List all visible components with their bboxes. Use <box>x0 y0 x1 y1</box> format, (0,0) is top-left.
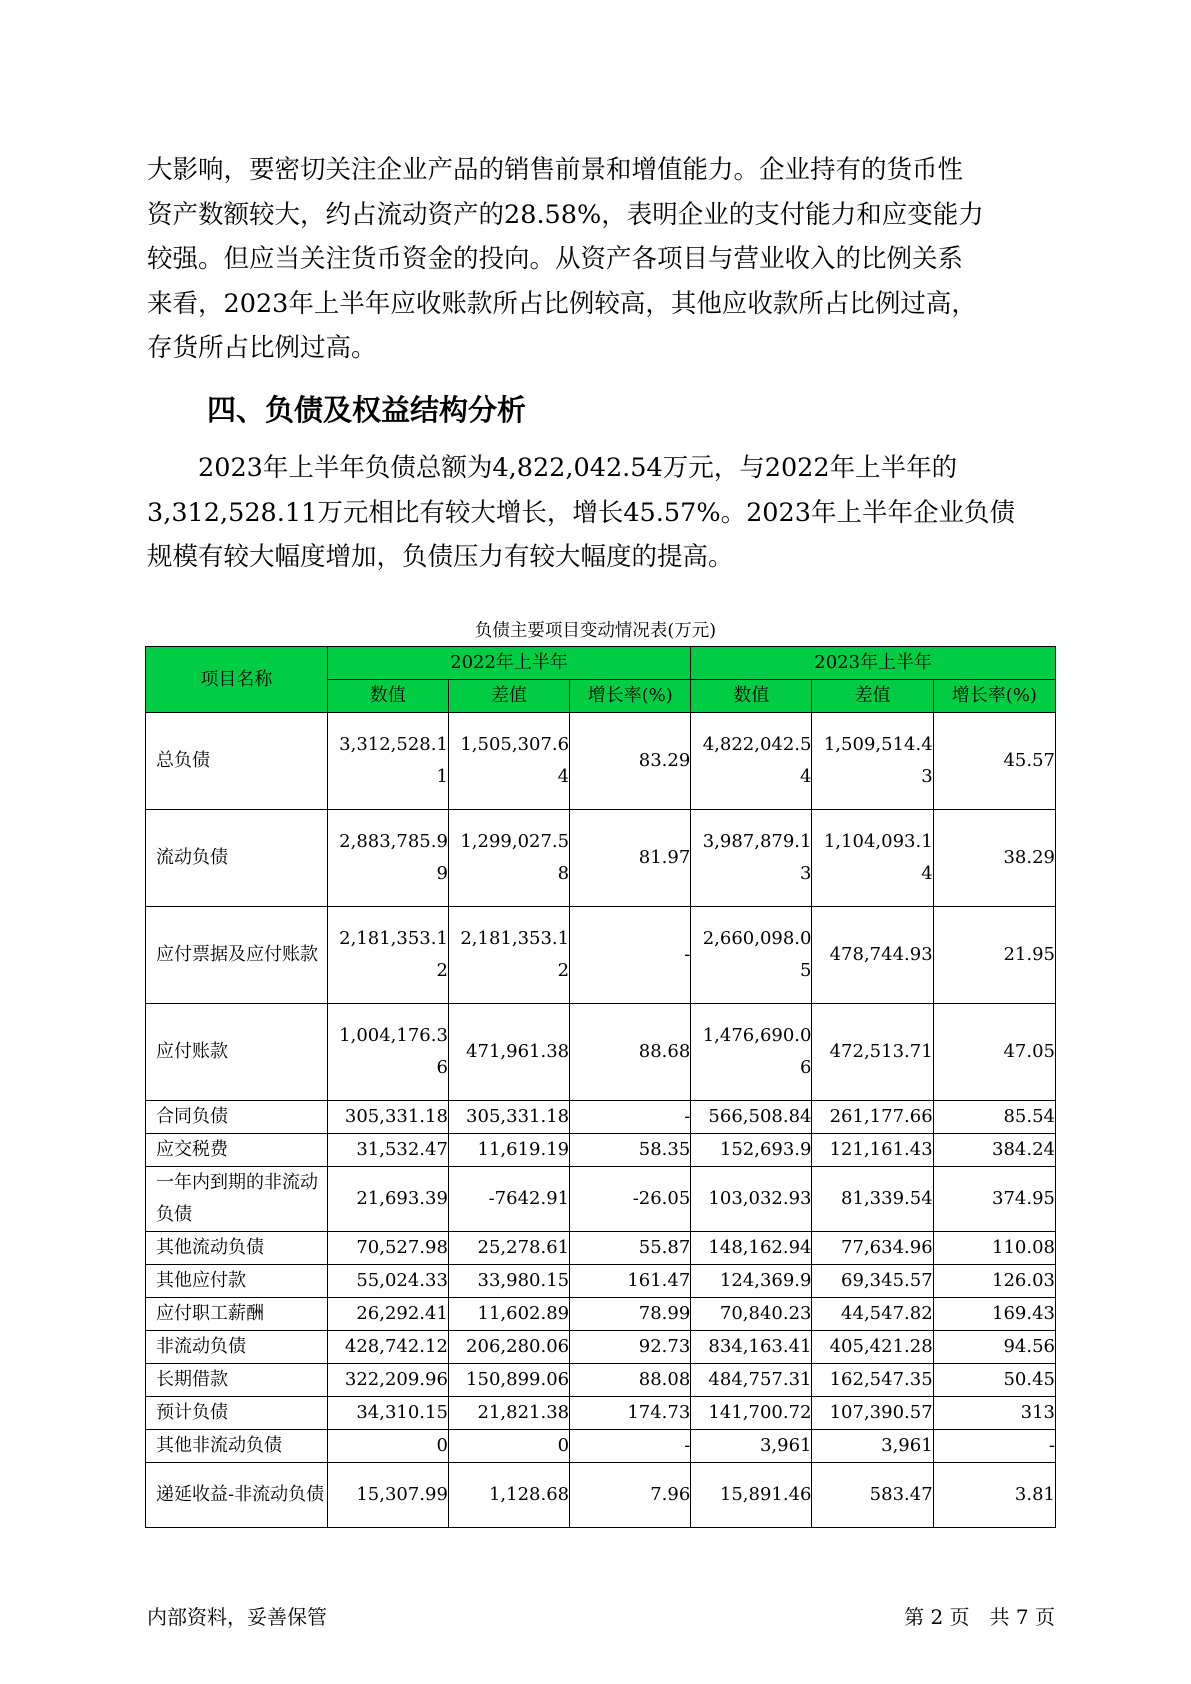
row-value-cell: 148,162.94 <box>691 1232 812 1265</box>
row-value-cell: 44,547.82 <box>812 1298 933 1331</box>
row-value-cell: 141,700.72 <box>691 1397 812 1430</box>
row-value-cell: 1,476,690.06 <box>691 1004 812 1101</box>
row-value-cell: 103,032.93 <box>691 1167 812 1232</box>
row-value-cell: 484,757.31 <box>691 1364 812 1397</box>
text-line: 存货所占比例过高。 <box>147 333 377 363</box>
table-row <box>146 1265 1056 1298</box>
row-item-name: 其他流动负债 <box>146 1232 328 1265</box>
row-value-cell: 471,961.38 <box>448 1004 569 1101</box>
table-row <box>146 1298 1056 1331</box>
table-row <box>146 1232 1056 1265</box>
text-line: 较强。但应当关注货币资金的投向。从资产各项目与营业收入的比例关系 <box>147 244 964 274</box>
row-value-cell: 55.87 <box>570 1232 691 1265</box>
row-value-cell: 1,128.68 <box>448 1463 569 1528</box>
text-line: 规模有较大幅度增加，负债压力有较大幅度的提高。 <box>147 542 734 572</box>
row-value-cell: 88.08 <box>570 1364 691 1397</box>
table-row <box>146 1331 1056 1364</box>
intro-paragraph <box>147 148 1047 371</box>
text-line: 资产数额较大，约占流动资产的28.58%，表明企业的支付能力和应变能力 <box>147 199 984 230</box>
row-value-cell: 566,508.84 <box>691 1101 812 1134</box>
row-value-cell: 121,161.43 <box>812 1134 933 1167</box>
header-growth-2023: 增长率(%) <box>933 680 1055 713</box>
table-caption: 负债主要项目变动情况表(万元) <box>474 621 717 641</box>
table-row <box>146 1134 1056 1167</box>
header-group-2023: 2023年上半年 <box>691 647 1056 680</box>
row-value-cell: 583.47 <box>812 1463 933 1528</box>
row-value-cell: - <box>570 907 691 1004</box>
footer-page-number: 第 2 页 共 7 页 <box>904 1605 1055 1629</box>
row-value-cell: 78.99 <box>570 1298 691 1331</box>
row-value-cell: -26.05 <box>570 1167 691 1232</box>
row-value-cell: - <box>933 1430 1055 1463</box>
row-value-cell: 169.43 <box>933 1298 1055 1331</box>
row-value-cell: 21.95 <box>933 907 1055 1004</box>
header-item-name: 项目名称 <box>146 647 328 713</box>
table-row <box>146 810 1056 907</box>
row-value-cell: 21,693.39 <box>327 1167 448 1232</box>
row-value-cell: 834,163.41 <box>691 1331 812 1364</box>
row-value-cell: 58.35 <box>570 1134 691 1167</box>
row-value-cell: 31,532.47 <box>327 1134 448 1167</box>
row-value-cell: 15,891.46 <box>691 1463 812 1528</box>
row-value-cell: 7.96 <box>570 1463 691 1528</box>
row-value-cell: 70,527.98 <box>327 1232 448 1265</box>
section-heading: 四、负债及权益结构分析 <box>207 393 527 427</box>
row-value-cell: 305,331.18 <box>448 1101 569 1134</box>
header-group-2022: 2022年上半年 <box>327 647 691 680</box>
row-value-cell: 374.95 <box>933 1167 1055 1232</box>
row-value-cell: 124,369.9 <box>691 1265 812 1298</box>
text-line: 3,312,528.11万元相比有较大增长，增长45.57%。2023年上半年企业负债 <box>147 497 1015 528</box>
row-value-cell: 206,280.06 <box>448 1331 569 1364</box>
row-value-cell: - <box>570 1101 691 1134</box>
row-value-cell: 161.47 <box>570 1265 691 1298</box>
row-value-cell: 478,744.93 <box>812 907 933 1004</box>
row-value-cell: 45.57 <box>933 713 1055 810</box>
row-value-cell: 2,883,785.99 <box>327 810 448 907</box>
row-value-cell: 94.56 <box>933 1331 1055 1364</box>
table-row <box>146 1397 1056 1430</box>
table-row <box>146 1004 1056 1101</box>
header-diff-2023: 差值 <box>812 680 933 713</box>
row-value-cell: 405,421.28 <box>812 1331 933 1364</box>
row-value-cell: 11,619.19 <box>448 1134 569 1167</box>
table-row <box>146 1364 1056 1397</box>
row-value-cell: 3,987,879.13 <box>691 810 812 907</box>
table-row <box>146 907 1056 1004</box>
row-value-cell: 11,602.89 <box>448 1298 569 1331</box>
header-value-2023: 数值 <box>691 680 812 713</box>
row-value-cell: 50.45 <box>933 1364 1055 1397</box>
row-value-cell: 21,821.38 <box>448 1397 569 1430</box>
row-value-cell: 1,004,176.36 <box>327 1004 448 1101</box>
row-value-cell: 77,634.96 <box>812 1232 933 1265</box>
row-value-cell: 15,307.99 <box>327 1463 448 1528</box>
row-item-name: 递延收益-非流动负债 <box>146 1463 328 1528</box>
row-value-cell: 0 <box>327 1430 448 1463</box>
row-value-cell: 1,505,307.64 <box>448 713 569 810</box>
table-row <box>146 1167 1056 1232</box>
row-item-name: 应付票据及应付账款 <box>146 907 328 1004</box>
row-item-name: 一年内到期的非流动负债 <box>146 1167 328 1232</box>
table-row <box>146 1101 1056 1134</box>
row-value-cell: 2,181,353.12 <box>327 907 448 1004</box>
row-value-cell: 152,693.9 <box>691 1134 812 1167</box>
row-item-name: 应付职工薪酬 <box>146 1298 328 1331</box>
row-value-cell: 1,104,093.14 <box>812 810 933 907</box>
row-value-cell: 3,312,528.11 <box>327 713 448 810</box>
table-row <box>146 713 1056 810</box>
table-row <box>146 1463 1056 1528</box>
row-value-cell: 47.05 <box>933 1004 1055 1101</box>
row-value-cell: 0 <box>448 1430 569 1463</box>
row-item-name: 应交税费 <box>146 1134 328 1167</box>
row-value-cell: 34,310.15 <box>327 1397 448 1430</box>
row-value-cell: 92.73 <box>570 1331 691 1364</box>
row-item-name: 总负债 <box>146 713 328 810</box>
row-value-cell: 70,840.23 <box>691 1298 812 1331</box>
row-value-cell: 126.03 <box>933 1265 1055 1298</box>
footer-confidential-note: 内部资料，妥善保管 <box>147 1605 327 1629</box>
row-value-cell: 162,547.35 <box>812 1364 933 1397</box>
row-value-cell: 110.08 <box>933 1232 1055 1265</box>
header-value-2022: 数值 <box>327 680 448 713</box>
row-value-cell: 3,961 <box>691 1430 812 1463</box>
header-diff-2022: 差值 <box>448 680 569 713</box>
row-value-cell: 33,980.15 <box>448 1265 569 1298</box>
row-value-cell: 261,177.66 <box>812 1101 933 1134</box>
liability-paragraph <box>147 446 1047 580</box>
row-item-name: 预计负债 <box>146 1397 328 1430</box>
row-value-cell: -7642.91 <box>448 1167 569 1232</box>
row-item-name: 应付账款 <box>146 1004 328 1101</box>
row-item-name: 流动负债 <box>146 810 328 907</box>
row-value-cell: 55,024.33 <box>327 1265 448 1298</box>
row-item-name: 其他非流动负债 <box>146 1430 328 1463</box>
row-value-cell: 3,961 <box>812 1430 933 1463</box>
row-value-cell: 81,339.54 <box>812 1167 933 1232</box>
row-item-name: 长期借款 <box>146 1364 328 1397</box>
row-value-cell: 1,299,027.58 <box>448 810 569 907</box>
row-value-cell: 322,209.96 <box>327 1364 448 1397</box>
row-item-name: 合同负债 <box>146 1101 328 1134</box>
row-value-cell: 85.54 <box>933 1101 1055 1134</box>
row-value-cell: 174.73 <box>570 1397 691 1430</box>
row-value-cell: 69,345.57 <box>812 1265 933 1298</box>
row-value-cell: 83.29 <box>570 713 691 810</box>
row-value-cell: 150,899.06 <box>448 1364 569 1397</box>
row-value-cell: 472,513.71 <box>812 1004 933 1101</box>
text-line: 2023年上半年负债总额为4,822,042.54万元，与2022年上半年的 <box>147 453 958 483</box>
table-row <box>146 1430 1056 1463</box>
row-item-name: 非流动负债 <box>146 1331 328 1364</box>
row-value-cell: 305,331.18 <box>327 1101 448 1134</box>
row-value-cell: 88.68 <box>570 1004 691 1101</box>
text-line: 来看，2023年上半年应收账款所占比例较高，其他应收款所占比例过高， <box>147 288 977 319</box>
row-value-cell: - <box>570 1430 691 1463</box>
row-value-cell: 4,822,042.54 <box>691 713 812 810</box>
liability-table <box>145 646 1056 1528</box>
row-value-cell: 107,390.57 <box>812 1397 933 1430</box>
row-value-cell: 313 <box>933 1397 1055 1430</box>
row-value-cell: 1,509,514.43 <box>812 713 933 810</box>
row-value-cell: 428,742.12 <box>327 1331 448 1364</box>
row-value-cell: 25,278.61 <box>448 1232 569 1265</box>
header-growth-2022: 增长率(%) <box>570 680 691 713</box>
row-value-cell: 384.24 <box>933 1134 1055 1167</box>
row-item-name: 其他应付款 <box>146 1265 328 1298</box>
row-value-cell: 2,181,353.12 <box>448 907 569 1004</box>
row-value-cell: 3.81 <box>933 1463 1055 1528</box>
row-value-cell: 2,660,098.05 <box>691 907 812 1004</box>
row-value-cell: 26,292.41 <box>327 1298 448 1331</box>
row-value-cell: 38.29 <box>933 810 1055 907</box>
text-line: 大影响，要密切关注企业产品的销售前景和增值能力。企业持有的货币性 <box>147 155 964 185</box>
row-value-cell: 81.97 <box>570 810 691 907</box>
